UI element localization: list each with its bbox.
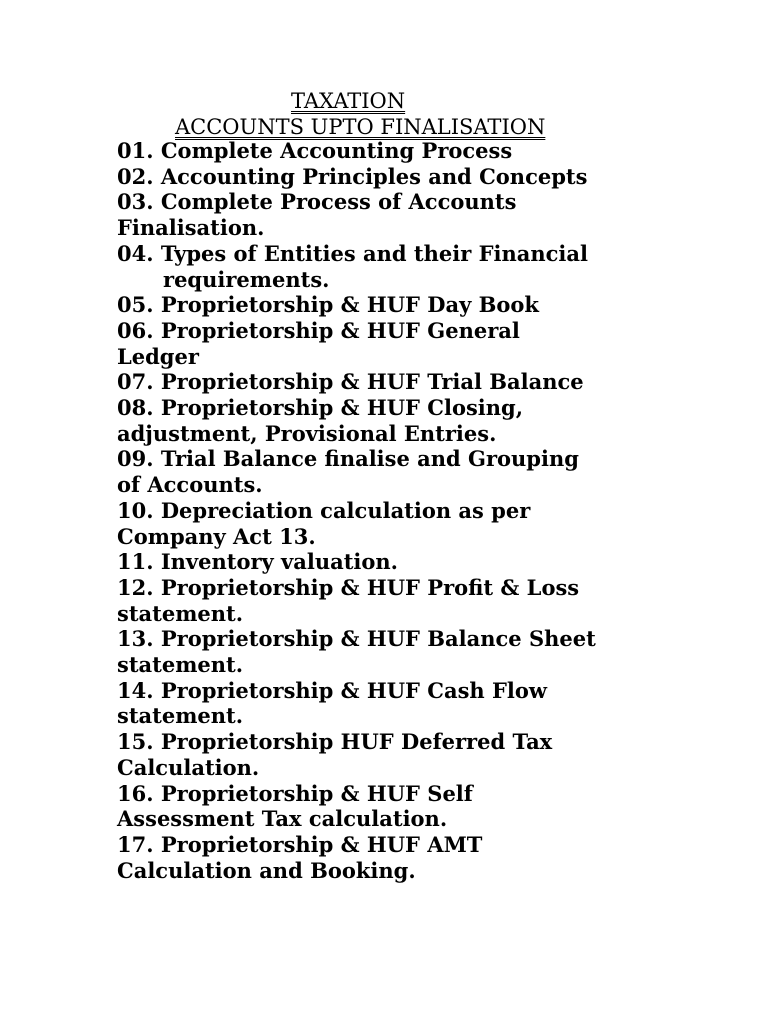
list-item-continuation: of Accounts. [117, 472, 263, 498]
topic-list [117, 138, 737, 883]
list-item-text: 02. Accounting Principles and Concepts [117, 163, 588, 189]
list-item-text: 09. Trial Balance finalise and Grouping [117, 446, 579, 472]
list-item [117, 318, 737, 369]
list-item [117, 781, 737, 832]
list-item-continuation: Assessment Tax calculation. [117, 806, 448, 832]
list-item [117, 138, 737, 164]
list-item-text: 13. Proprietorship & HUF Balance Sheet [117, 626, 596, 652]
list-item-text: 05. Proprietorship & HUF Day Book [117, 292, 539, 318]
list-item [117, 729, 737, 780]
list-item [117, 241, 737, 292]
list-item [117, 395, 737, 446]
list-item-continuation: adjustment, Provisional Entries. [117, 420, 497, 446]
list-item-text: 14. Proprietorship & HUF Cash Flow [117, 677, 547, 703]
list-item-continuation: Finalisation. [117, 215, 265, 241]
list-item-text: 08. Proprietorship & HUF Closing, [117, 395, 524, 421]
list-item-text: 15. Proprietorship HUF Deferred Tax [117, 729, 553, 755]
list-item [117, 446, 737, 497]
list-item [117, 832, 737, 883]
list-item [117, 369, 737, 395]
list-item [117, 189, 737, 240]
list-item [117, 498, 737, 549]
list-item-continuation: Calculation and Booking. [117, 857, 416, 883]
list-item-text: 07. Proprietorship & HUF Trial Balance [117, 369, 584, 395]
list-item-text: 06. Proprietorship & HUF General [117, 317, 520, 343]
list-item-continuation: statement. [117, 652, 244, 678]
list-item [117, 292, 737, 318]
list-item-text: 16. Proprietorship & HUF Self [117, 780, 473, 806]
list-item-continuation: statement. [117, 703, 244, 729]
list-item-text: 03. Complete Process of Accounts [117, 189, 517, 215]
list-item-text: 10. Depreciation calculation as per [117, 497, 531, 523]
list-item [117, 626, 737, 677]
list-item-continuation: Calculation. [117, 754, 260, 780]
list-item-continuation: Ledger [117, 343, 199, 369]
list-item [117, 549, 737, 575]
list-item-text: 01. Complete Accounting Process [117, 138, 513, 163]
list-item [117, 678, 737, 729]
list-item-text: 11. Inventory valuation. [117, 549, 398, 575]
list-item-continuation: statement. [117, 600, 244, 626]
list-item-text: 04. Types of Entities and their Financial [117, 240, 588, 266]
list-item [117, 575, 737, 626]
list-item-text: 17. Proprietorship & HUF AMT [117, 831, 483, 857]
list-item [117, 164, 737, 190]
document-title: TAXATION [291, 89, 406, 113]
list-item-text: 12. Proprietorship & HUF Profit & Loss [117, 574, 580, 600]
list-item-continuation: requirements. [163, 266, 330, 292]
list-item-continuation: Company Act 13. [117, 523, 316, 549]
document-subtitle: ACCOUNTS UPTO FINALISATION [175, 115, 546, 139]
